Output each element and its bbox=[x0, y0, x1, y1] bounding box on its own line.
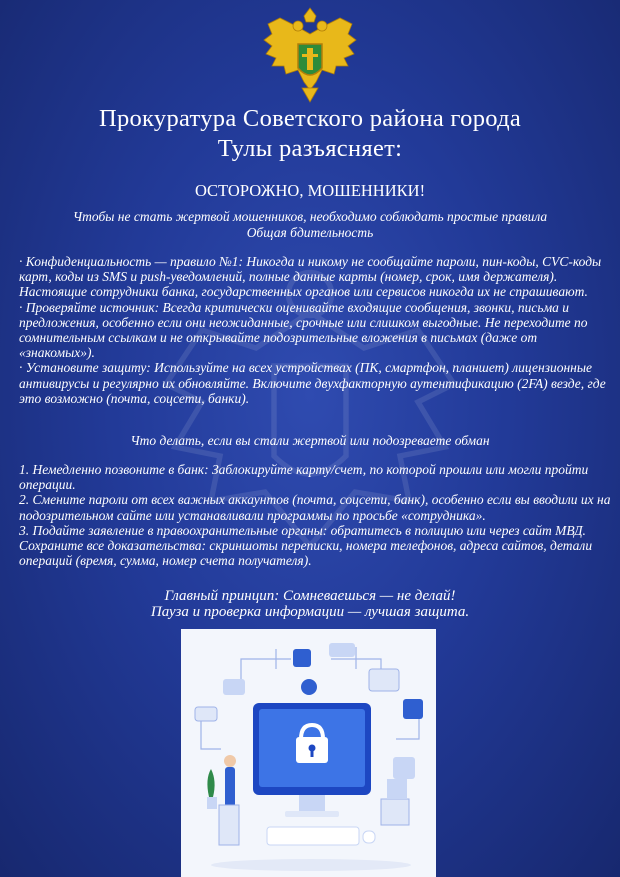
prosecutor-emblem-icon bbox=[258, 4, 362, 108]
computer-padlock-illustration-icon bbox=[181, 629, 436, 877]
step-file-report: 3. Подайте заявление в правоохранительные органы: обратитесь в полицию или через сайт МВД. Сохраните все доказательства: скриншоты переписки, номера телефонов, адреса сайтов, детали операций (время, сумма, номер счета получателя). bbox=[19, 522, 593, 569]
rule-install-protection: · Установите защиту: Используйте на всех устройствах (ПК, смартфон, планшет) лицензионные антивирусы и регулярно их обновляйте. Включите двухфакторную аутентификацию (2FA) везде, где это возможно (почта, соцсети, банки). bbox=[19, 360, 606, 406]
intro-line-1: Чтобы не стать жертвой мошенников, необходимо соблюдать простые правила bbox=[72, 209, 548, 224]
title-line-2: Тулы разъясняет: bbox=[217, 135, 403, 162]
security-illustration bbox=[181, 629, 436, 877]
main-principle bbox=[0, 588, 620, 620]
principle-line-2: Пауза и проверка информации — лучшая защита. bbox=[150, 604, 470, 620]
warning-heading: ОСТОРОЖНО, МОШЕННИКИ! bbox=[194, 181, 426, 200]
victim-steps bbox=[19, 462, 611, 568]
general-rules bbox=[19, 254, 611, 406]
intro-line-2: Общая бдительность bbox=[246, 225, 374, 240]
step-change-passwords: 2. Смените пароли от всех важных аккаунтов (почта, соцсети, банк), особенно если вы вводили их на подозрительном сайте или устанавливали программы по просьбе «сотрудника». bbox=[19, 492, 611, 523]
page-title bbox=[0, 104, 620, 164]
principle-line-1: Главный принцип: Сомневаешься — не делай! bbox=[164, 588, 456, 604]
rule-check-source: · Проверяйте источник: Всегда критически оценивайте входящие сообщения, звонки, письма и предложения, особенно если они неожиданные, срочные или слишком выгодные. Не переходите по сомнительным ссылкам и не открывайте подозрительные вложения в письмах (даже от «знакомых»). bbox=[19, 299, 588, 361]
intro-text bbox=[0, 209, 620, 241]
rule-confidentiality: · Конфиденциальность — правило №1: Никогда и никому не сообщайте пароли, пин-коды, CVC-коды карт, коды из SMS и push-уведомлений, полные данные карты (номер, срок, имя держателя). Настоящие сотрудники банка, государственных органов или сервисов никогда их не спрашивают. bbox=[19, 254, 602, 300]
step-call-bank: 1. Немедленно позвоните в банк: Заблокируйте карту/счет, по которой прошли или могли пройти операции. bbox=[19, 462, 589, 493]
title-line-1: Прокуратура Советского района города bbox=[98, 105, 522, 132]
victim-heading: Что делать, если вы стали жертвой или подозреваете обман bbox=[130, 433, 490, 448]
